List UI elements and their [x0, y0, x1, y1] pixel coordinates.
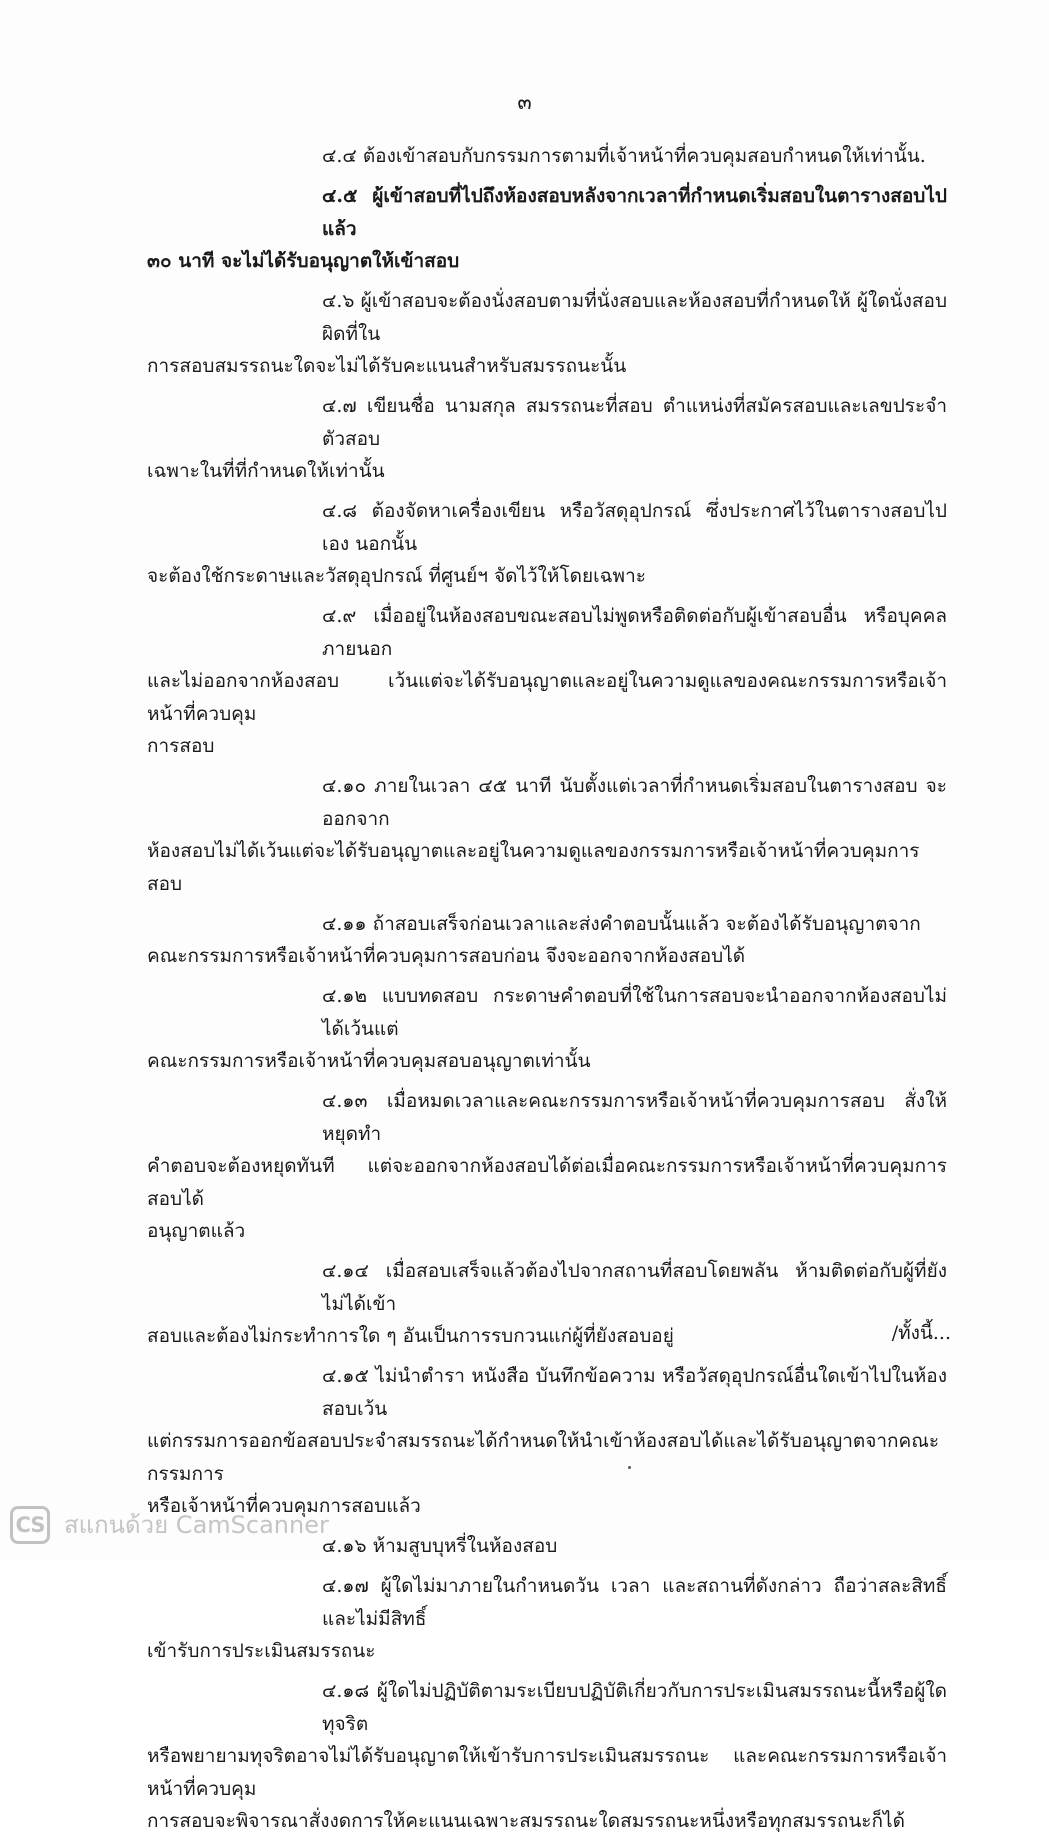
clause-first-line: ๔.๑๐ ภายในเวลา ๔๕ นาที นับตั้งแต่เวลาที่กำหนดเริ่มสอบในตารางสอบ จะออกจาก: [322, 775, 947, 830]
clause-line: คณะกรรมการหรือเจ้าหน้าที่ควบคุมการสอบก่อน จึงจะออกจากห้องสอบได้: [147, 945, 746, 967]
scan-speck: [628, 1466, 631, 1469]
clause-first-line: ๔.๑๒ แบบทดสอบ กระดาษคำตอบที่ใช้ในการสอบจะนำออกจากห้องสอบไม่ได้เว้นแต่: [322, 985, 947, 1040]
clause-paragraph: [147, 770, 947, 900]
clause-first-line: ๔.๔ ต้องเข้าสอบกับกรรมการตามที่เจ้าหน้าที่ควบคุมสอบกำหนดให้เท่านั้น.: [322, 145, 926, 167]
camscanner-logo-icon: CS: [10, 1506, 50, 1544]
page-number: ๓: [517, 90, 532, 114]
clause-paragraph: [147, 495, 947, 593]
clause-first-line: ๔.๑๓ เมื่อหมดเวลาและคณะกรรมการหรือเจ้าหน้าที่ควบคุมการสอบ สั่งให้หยุดทำ: [322, 1090, 947, 1145]
clause-paragraph: [147, 600, 947, 763]
clause-line: คณะกรรมการหรือเจ้าหน้าที่ควบคุมสอบอนุญาตเท่านั้น: [147, 1050, 591, 1072]
clause-line: คำตอบจะต้องหยุดทันที แต่จะออกจากห้องสอบได้ต่อเมื่อคณะกรรมการหรือเจ้าหน้าที่ควบคุมการสอบได้: [147, 1155, 947, 1210]
clause-line: แต่กรรมการออกข้อสอบประจำสมรรถนะได้กำหนดให้นำเข้าห้องสอบได้และได้รับอนุญาตจากคณะกรรมการ: [147, 1430, 940, 1485]
clause-paragraph: [147, 1360, 947, 1523]
clause-paragraph: [147, 1085, 947, 1248]
clause-line: การสอบสมรรถนะใดจะไม่ได้รับคะแนนสำหรับสมรรถนะนั้น: [147, 355, 627, 377]
camscanner-watermark: [10, 1505, 329, 1544]
clause-line: จะต้องใช้กระดาษและวัสดุอุปกรณ์ ที่ศูนย์ฯ จัดไว้ให้โดยเฉพาะ: [147, 565, 646, 587]
clause-line: หรือพยายามทุจริตอาจไม่ได้รับอนุญาตให้เข้ารับการประเมินสมรรถนะ และคณะกรรมการหรือเจ้าหน้าที่ควบคุม: [147, 1745, 947, 1800]
clause-first-line: ๔.๑๘ ผู้ใดไม่ปฏิบัติตามระเบียบปฏิบัติเกี่ยวกับการประเมินสมรรถนะนี้หรือผู้ใดทุจริต: [322, 1680, 947, 1735]
clause-line: การสอบ: [147, 735, 215, 757]
clause-paragraph: [147, 285, 947, 383]
clause-paragraph: [147, 908, 947, 973]
clause-first-line: ๔.๑๕ ไม่นำตำรา หนังสือ บันทึกข้อความ หรือวัสดุอุปกรณ์อื่นใดเข้าไปในห้องสอบเว้น: [322, 1365, 947, 1420]
clause-first-line: ๔.๑๖ ห้ามสูบบุหรี่ในห้องสอบ: [322, 1535, 558, 1557]
clause-first-line: ๔.๗ เขียนชื่อ นามสกุล สมรรถนะที่สอบ ตำแหน่งที่สมัครสอบและเลขประจำตัวสอบ: [322, 395, 947, 450]
clause-line: การสอบจะพิจารณาสั่งงดการให้คะแนนเฉพาะสมรรถนะใดสมรรถนะหนึ่งหรือทุกสมรรถนะก็ได้: [147, 1810, 905, 1832]
document-body: [147, 140, 947, 1845]
clause-paragraph: [147, 980, 947, 1078]
clause-line: เฉพาะในที่ที่กำหนดให้เท่านั้น: [147, 460, 385, 482]
clause-first-line: ๔.๕ ผู้เข้าสอบที่ไปถึงห้องสอบหลังจากเวลาที่กำหนดเริ่มสอบในตารางสอบไปแล้ว: [322, 185, 947, 240]
clause-first-line: ๔.๙ เมื่ออยู่ในห้องสอบขณะสอบไม่พูดหรือติดต่อกับผู้เข้าสอบอื่น หรือบุคคลภายนอก: [322, 605, 947, 660]
clause-line: สอบและต้องไม่กระทำการใด ๆ อันเป็นการรบกวนแก่ผู้ที่ยังสอบอยู่: [147, 1325, 674, 1347]
clause-line: เข้ารับการประเมินสมรรถนะ: [147, 1640, 376, 1662]
clause-paragraph: [147, 390, 947, 488]
clause-first-line: ๔.๑๑ ถ้าสอบเสร็จก่อนเวลาและส่งคำตอบนั้นแล้ว จะต้องได้รับอนุญาตจาก: [322, 912, 921, 935]
clause-line: ห้องสอบไม่ได้เว้นแต่จะได้รับอนุญาตและอยู่ในความดูแลของกรรมการหรือเจ้าหน้าที่ควบคุมการสอบ: [147, 840, 920, 895]
clause-paragraph: [147, 1255, 947, 1353]
clause-first-line: ๔.๘ ต้องจัดหาเครื่องเขียน หรือวัสดุอุปกรณ์ ซึ่งประกาศไว้ในตารางสอบไปเอง นอกนั้น: [322, 500, 947, 555]
clause-paragraph: [147, 1675, 947, 1838]
watermark-text: สแกนด้วย CamScanner: [64, 1511, 329, 1539]
clause-paragraph: [147, 180, 947, 278]
clause-first-line: ๔.๑๗ ผู้ใดไม่มาภายในกำหนดวัน เวลา และสถานที่ดังกล่าว ถือว่าสละสิทธิ์และไม่มีสิทธิ์: [322, 1575, 947, 1630]
clause-first-line: ๔.๑๔ เมื่อสอบเสร็จแล้วต้องไปจากสถานที่สอบโดยพลัน ห้ามติดต่อกับผู้ที่ยังไม่ได้เข้า: [322, 1260, 947, 1315]
clause-paragraph: [147, 140, 947, 173]
clause-line: และไม่ออกจากห้องสอบ เว้นแต่จะได้รับอนุญาตและอยู่ในความดูแลของคณะกรรมการหรือเจ้าหน้าที่ควบคุม: [147, 670, 947, 725]
clause-line: หรือเจ้าหน้าที่ควบคุมการสอบแล้ว: [147, 1495, 421, 1517]
clause-line: ๓๐ นาที จะไม่ได้รับอนุญาตให้เข้าสอบ: [147, 250, 460, 272]
clause-paragraph: [147, 1570, 947, 1668]
clause-first-line: ๔.๖ ผู้เข้าสอบจะต้องนั่งสอบตามที่นั่งสอบและห้องสอบที่กำหนดให้ ผู้ใดนั่งสอบผิดที่ใน: [322, 290, 947, 345]
clause-line: อนุญาตแล้ว: [147, 1220, 246, 1242]
continuation-marker: /ทั้งนี้...: [891, 1322, 951, 1344]
